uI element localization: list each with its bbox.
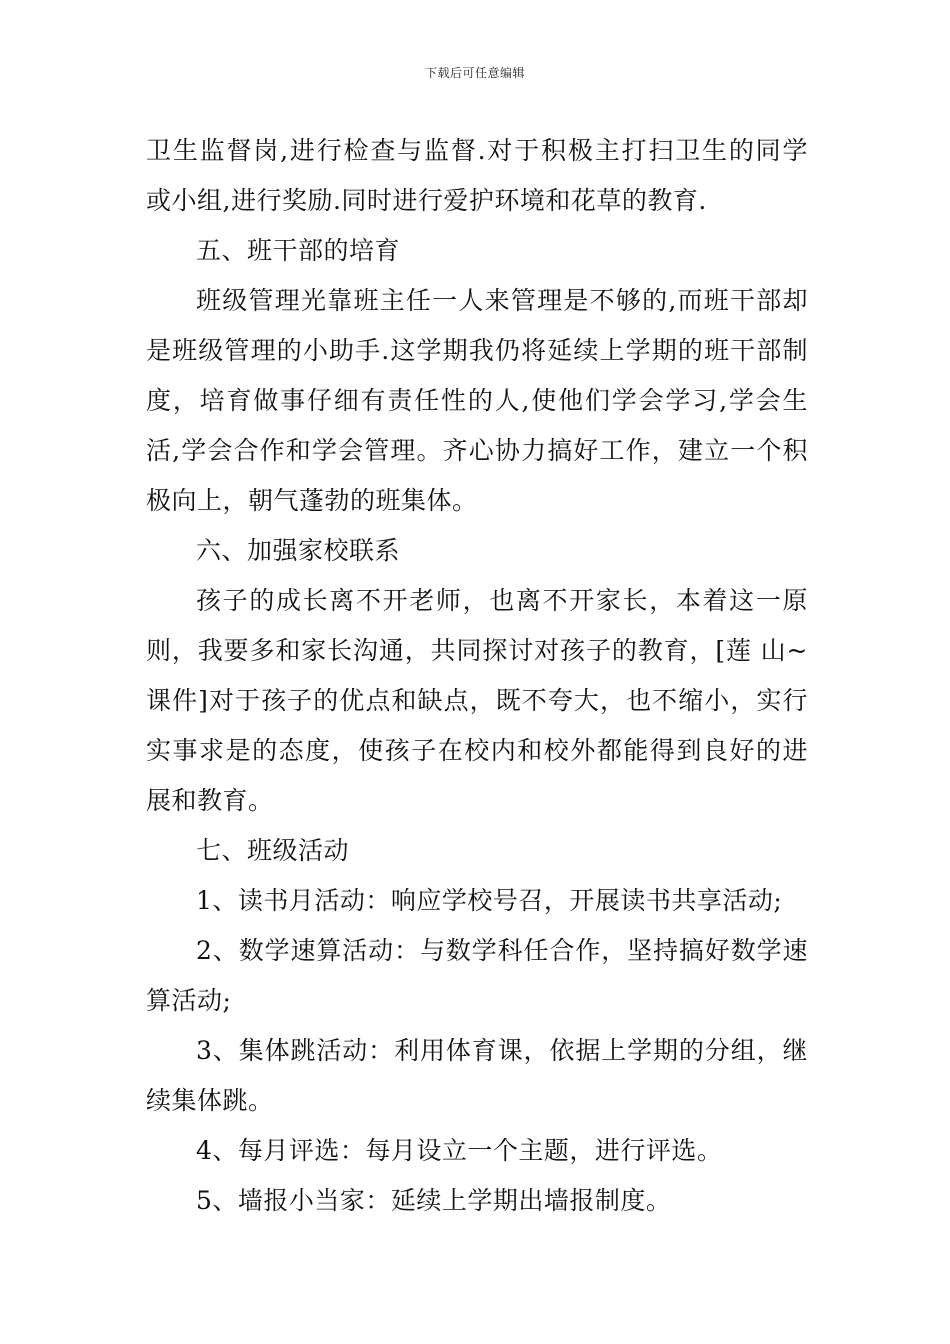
- text-line: 实事求是的态度，使孩子在校内和校外都能得到良好的进: [146, 736, 808, 765]
- text-line: 则，我要多和家长沟通，共同探讨对孩子的教育，[莲 山~: [146, 636, 808, 665]
- text-line: 展和教育。: [146, 786, 274, 815]
- section-heading: 七、班级活动: [196, 836, 350, 865]
- list-item: 2、数学速算活动：与数学科任合作，坚持搞好数学速: [196, 936, 808, 965]
- text-line: 班级管理光靠班主任一人来管理是不够的,而班干部却: [196, 286, 808, 315]
- text-line: 续集体跳。: [146, 1086, 274, 1115]
- section-heading: 五、班干部的培育: [196, 236, 401, 265]
- list-item: 4、每月评选：每月设立一个主题，进行评选。: [196, 1136, 723, 1165]
- list-item: 1、读书月活动：响应学校号召，开展读书共享活动;: [196, 886, 783, 915]
- page-header: 下载后可任意编辑: [424, 66, 525, 80]
- document-body: [146, 126, 808, 1226]
- list-item: 5、墙报小当家：延续上学期出墙报制度。: [196, 1186, 672, 1215]
- text-line: 算活动;: [146, 986, 232, 1015]
- text-line: 或小组,进行奖励.同时进行爱护环境和花草的教育.: [146, 186, 707, 215]
- text-line: 活,学会合作和学会管理。齐心协力搞好工作，建立一个积: [146, 436, 808, 465]
- list-item: 3、集体跳活动：利用体育课，依据上学期的分组，继: [196, 1036, 808, 1065]
- text-line: 孩子的成长离不开老师，也离不开家长，本着这一原: [196, 586, 808, 615]
- text-line: 课件]对于孩子的优点和缺点，既不夸大，也不缩小，实行: [146, 686, 808, 715]
- section-heading: 六、加强家校联系: [196, 536, 401, 565]
- text-line: 卫生监督岗,进行检查与监督.对于积极主打扫卫生的同学: [146, 136, 808, 165]
- text-line: 极向上，朝气蓬勃的班集体。: [146, 486, 478, 515]
- text-line: 是班级管理的小助手.这学期我仍将延续上学期的班干部制: [146, 336, 808, 365]
- text-line: 度，培育做事仔细有责任性的人,使他们学会学习,学会生: [146, 386, 808, 415]
